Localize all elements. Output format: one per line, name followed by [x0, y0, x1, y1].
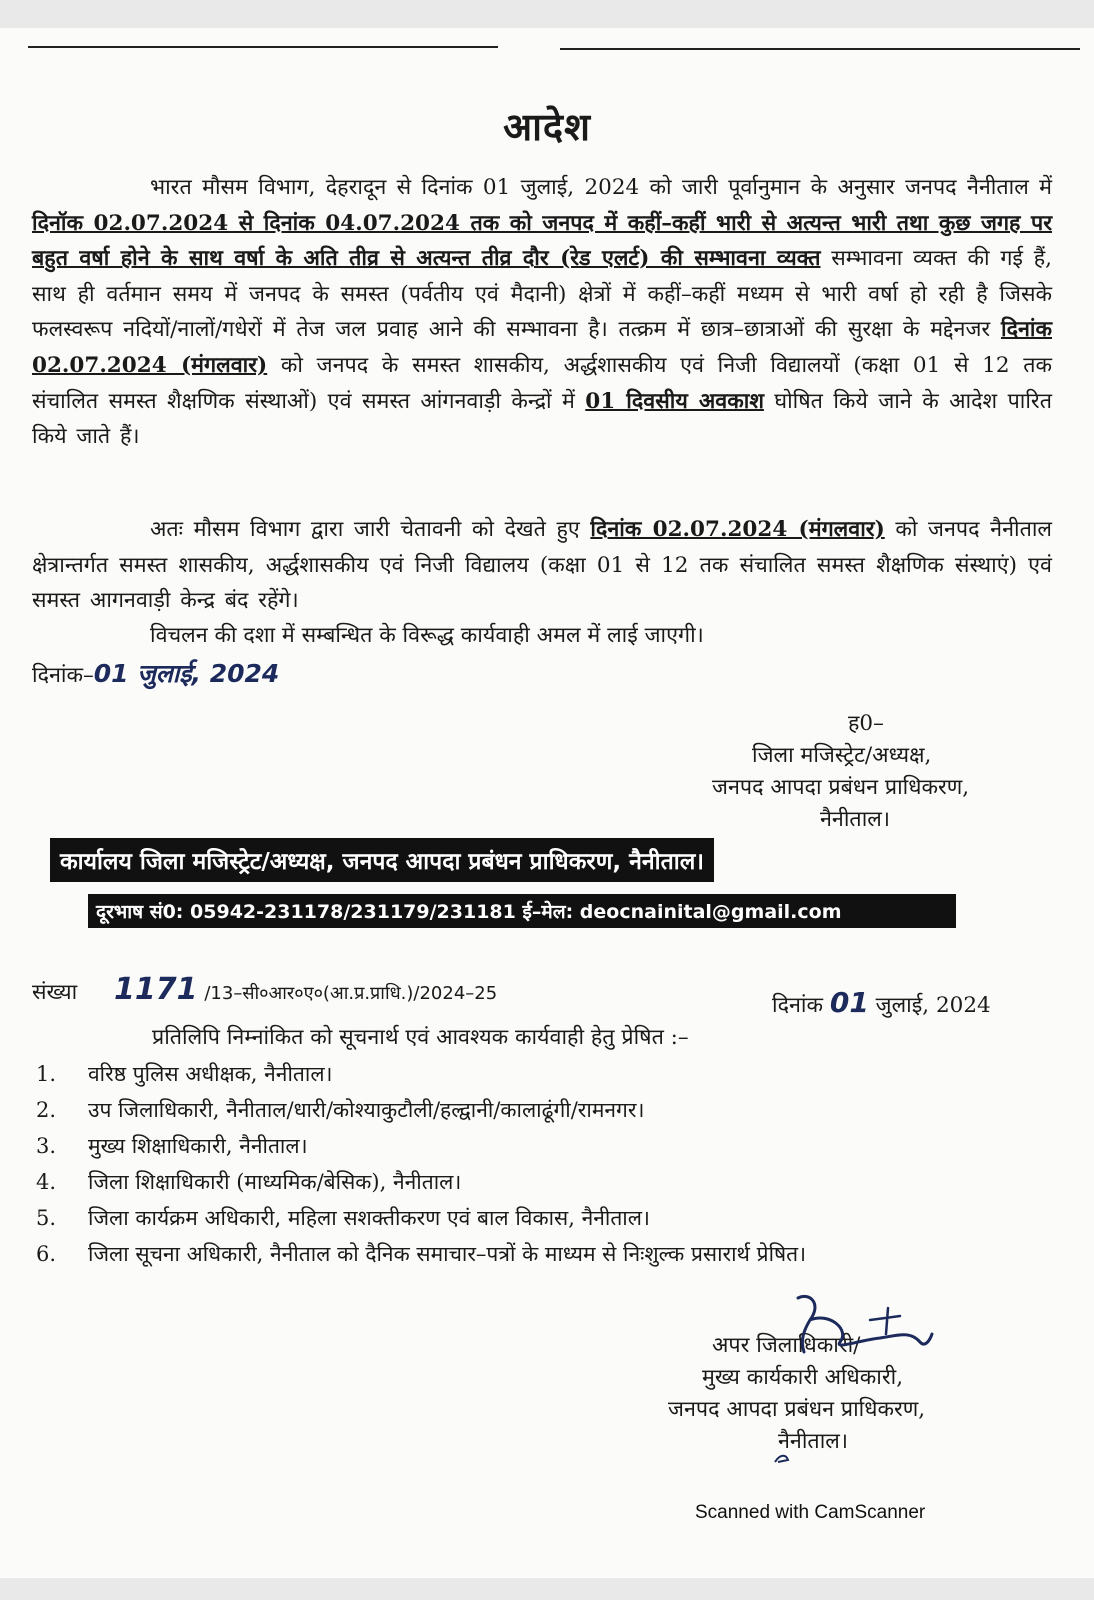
sig1-place: नैनीताल। — [820, 807, 890, 832]
copy-list-number: 3. — [36, 1134, 57, 1158]
copy-list-number: 2. — [36, 1098, 57, 1122]
copy-intro: प्रतिलिपि निम्नांकित को सूचनार्थ एवं आवश्यक कार्यवाही हेतु प्रेषित :– — [152, 1025, 689, 1050]
sig2-place: नैनीताल। — [778, 1429, 848, 1454]
copy-list-item — [36, 1060, 333, 1088]
reference-date — [772, 986, 991, 1019]
order-date-handwritten: 01 जुलाई, 2024 — [93, 659, 280, 688]
sig2-designation: अपर जिलाधिकारी/ — [712, 1333, 861, 1358]
copy-list-text: मुख्य शिक्षाधिकारी, नैनीताल। — [88, 1134, 308, 1158]
reference-label: संख्या — [32, 980, 78, 1005]
reference-line — [32, 972, 497, 1007]
email-address: deocnainital@gmail.com — [579, 901, 842, 923]
reference-date-label: दिनांक — [772, 993, 823, 1018]
order-paragraph-1 — [32, 170, 1052, 455]
contact-banner — [88, 894, 956, 928]
reference-number-handwritten: 1171 — [114, 972, 198, 1007]
copy-list-text: जिला शिक्षाधिकारी (माध्यमिक/बेसिक), नैनीताल। — [88, 1170, 462, 1194]
order-paragraph-2 — [32, 512, 1052, 619]
p1-underlined-holiday: 01 दिवसीय अवकाश — [585, 388, 764, 414]
phone-number: 05942-231178/231179/231181 — [190, 901, 516, 923]
sig2-authority: जनपद आपदा प्रबंधन प्राधिकरण, — [668, 1397, 926, 1422]
sig1-designation: जिला मजिस्ट्रेट/अध्यक्ष, — [752, 743, 932, 768]
order-paragraph-3: विचलन की दशा में सम्बन्धित के विरूद्ध कार्यवाही अमल में लाई जाएगी। — [150, 623, 704, 648]
sig2-role: मुख्य कार्यकारी अधिकारी, — [702, 1365, 904, 1390]
reference-code: /13–सी०आर०ए०(आ.प्र.प्राधि.)/2024–25 — [204, 983, 498, 1004]
reference-date-rest: जुलाई, 2024 — [875, 993, 991, 1018]
p2-text-a: अतः मौसम विभाग द्वारा जारी चेतावनी को देखते हुए — [150, 517, 591, 542]
copy-list-item — [36, 1240, 806, 1268]
copy-list-text: जिला कार्यक्रम अधिकारी, महिला सशक्तीकरण एवं बाल विकास, नैनीताल। — [88, 1206, 650, 1230]
copy-list-text: वरिष्ठ पुलिस अधीक्षक, नैनीताल। — [88, 1062, 333, 1086]
sig1-signed: ह0– — [848, 711, 884, 736]
order-title: आदेश — [503, 104, 591, 149]
p1-underlined-date: दिनांक 02.07.2024 (मंगलवार) — [32, 317, 1052, 378]
sig1-authority: जनपद आपदा प्रबंधन प्राधिकरण, — [712, 775, 970, 800]
p1-text-d: घोषित किये जाने के आदेश पारित किये जाते हैं। — [32, 388, 1052, 450]
reference-date-day-handwritten: 01 — [829, 986, 869, 1019]
p1-text-c: को जनपद के समस्त शासकीय, अर्द्धशासकीय एवं निजी विद्यालयों (कक्षा 01 से 12 तक संचालित समस्त शैक्षणिक संस्थाओं) एवं समस्त आंगनवाड़ी केन्द्रों में — [32, 352, 1052, 414]
handwritten-signature — [770, 1290, 950, 1370]
signature-mark — [772, 1452, 792, 1466]
copy-list-number: 4. — [36, 1170, 57, 1194]
copy-list-number: 5. — [36, 1206, 57, 1230]
top-rule-left — [28, 46, 498, 48]
top-rule-right — [560, 48, 1080, 50]
email-label: ई–मेल: — [522, 901, 574, 923]
p1-underlined-period: दिनॉक 02.07.2024 से दिनांक 04.07.2024 तक को जनपद में कहीं–कहीं भारी से अत्यन्त भारी तथा कुछ जगह पर बहुत वर्षा होने के साथ वर्षा के अति तीव्र से अत्यन्त तीव्र दौर (रेड एलर्ट) की सम्भावना व्यक्त — [32, 210, 1052, 272]
copy-list-item — [36, 1132, 308, 1160]
order-date-label: दिनांक– — [32, 663, 94, 688]
copy-list-text: उप जिलाधिकारी, नैनीताल/धारी/कोश्याकुटौली/हल्द्वानी/कालाढूंगी/रामनगर। — [88, 1098, 645, 1122]
p1-text-a: भारत मौसम विभाग, देहरादून से दिनांक 01 जुलाई, 2024 को जारी पूर्वानुमान के अनुसार जनपद नैनीताल में — [150, 175, 1052, 200]
copy-list-item — [36, 1096, 644, 1124]
office-banner: कार्यालय जिला मजिस्ट्रेट/अध्यक्ष, जनपद आपदा प्रबंधन प्राधिकरण, नैनीताल। — [50, 838, 714, 882]
camscanner-watermark: Scanned with CamScanner — [695, 1502, 926, 1523]
copy-list-item — [36, 1204, 650, 1232]
p1-text-b: सम्भावना व्यक्त की गई हैं, साथ ही वर्तमान समय में जनपद के समस्त (पर्वतीय एवं मैदानी) क्षेत्रों में कहीं–कहीं मध्यम से भारी वर्षा हो रही है जिसके फलस्वरूप नदियों/नालों/गधेरों में तेज जल प्रवाह आने की सम्भावना है। तत्क्रम में छात्र–छात्राओं की सुरक्षा के मद्देनजर — [32, 246, 1052, 343]
order-date — [32, 656, 279, 690]
copy-list-number: 6. — [36, 1242, 57, 1266]
copy-list-text: जिला सूचना अधिकारी, नैनीताल को दैनिक समाचार–पत्रों के माध्यम से निःशुल्क प्रसारार्थ प्रेषित। — [88, 1242, 807, 1266]
p2-underlined-date: दिनांक 02.07.2024 (मंगलवार) — [590, 517, 885, 542]
copy-list-item — [36, 1168, 461, 1196]
copy-list-number: 1. — [36, 1062, 57, 1086]
p2-text-b: को जनपद नैनीताल क्षेत्रान्तर्गत समस्त शासकीय, अर्द्धशासकीय एवं निजी विद्यालय (कक्षा 01 से 12 तक संचालित समस्त शैक्षणिक संस्थाएं) एवं समस्त आगनवाड़ी केन्द्र बंद रहेंगे। — [32, 517, 1052, 614]
phone-label: दूरभाष सं0: — [96, 901, 184, 923]
